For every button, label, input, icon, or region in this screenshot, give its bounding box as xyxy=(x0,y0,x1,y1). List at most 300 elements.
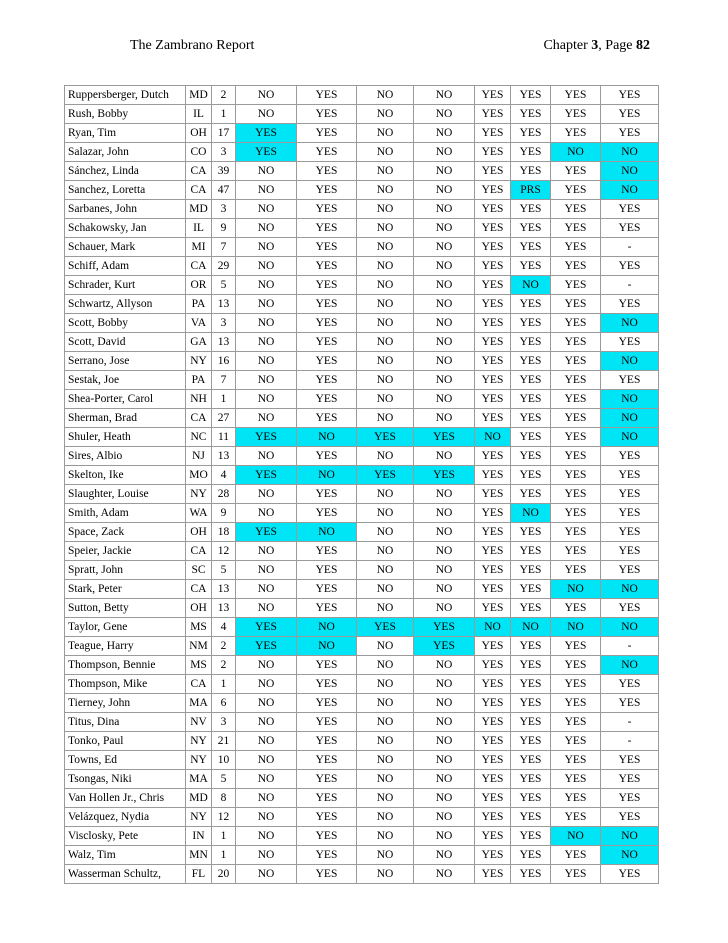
vote-cell: NO xyxy=(551,618,601,637)
vote-cell: YES xyxy=(475,542,511,561)
table-row xyxy=(65,808,659,827)
vote-cell: NO xyxy=(551,580,601,599)
vote-cell: YES xyxy=(551,675,601,694)
vote-cell: NO xyxy=(414,257,475,276)
representative-name: Sánchez, Linda xyxy=(65,162,186,181)
vote-cell: YES xyxy=(551,637,601,656)
vote-cell: YES xyxy=(475,637,511,656)
vote-cell: NO xyxy=(601,181,659,200)
vote-cell: YES xyxy=(511,580,551,599)
vote-cell: YES xyxy=(511,675,551,694)
vote-cell: YES xyxy=(601,86,659,105)
vote-cell: YES xyxy=(475,124,511,143)
vote-cell: YES xyxy=(297,181,357,200)
district-number: 4 xyxy=(212,466,236,485)
vote-cell: YES xyxy=(297,504,357,523)
state-code: GA xyxy=(186,333,212,352)
vote-cell: NO xyxy=(414,409,475,428)
vote-cell: YES xyxy=(601,333,659,352)
district-number: 29 xyxy=(212,257,236,276)
table-row xyxy=(65,447,659,466)
vote-cell: NO xyxy=(551,827,601,846)
vote-cell: YES xyxy=(551,314,601,333)
vote-cell: NO xyxy=(414,238,475,257)
vote-cell: NO xyxy=(357,295,414,314)
vote-cell: YES xyxy=(297,542,357,561)
state-code: NY xyxy=(186,732,212,751)
vote-cell: NO xyxy=(357,561,414,580)
vote-cell: YES xyxy=(601,105,659,124)
table-row xyxy=(65,200,659,219)
vote-cell: NO xyxy=(414,447,475,466)
vote-cell: NO xyxy=(601,827,659,846)
district-number: 13 xyxy=(212,447,236,466)
state-code: CA xyxy=(186,675,212,694)
vote-cell: NO xyxy=(475,618,511,637)
vote-cell: NO xyxy=(414,314,475,333)
vote-cell: YES xyxy=(297,865,357,884)
district-number: 3 xyxy=(212,143,236,162)
vote-cell: YES xyxy=(475,694,511,713)
representative-name: Tierney, John xyxy=(65,694,186,713)
vote-cell: NO xyxy=(236,390,297,409)
vote-cell: YES xyxy=(475,599,511,618)
vote-cell: YES xyxy=(511,865,551,884)
representative-name: Slaughter, Louise xyxy=(65,485,186,504)
representative-name: Taylor, Gene xyxy=(65,618,186,637)
table-row xyxy=(65,295,659,314)
vote-cell: YES xyxy=(551,713,601,732)
vote-cell: NO xyxy=(414,561,475,580)
vote-cell: YES xyxy=(551,865,601,884)
state-code: SC xyxy=(186,561,212,580)
vote-cell: NO xyxy=(357,732,414,751)
vote-cell: YES xyxy=(511,732,551,751)
vote-cell: NO xyxy=(236,162,297,181)
vote-cell: NO xyxy=(357,751,414,770)
vote-cell: YES xyxy=(297,390,357,409)
vote-cell: NO xyxy=(236,732,297,751)
vote-cell: YES xyxy=(414,428,475,447)
vote-cell: YES xyxy=(475,580,511,599)
vote-cell: YES xyxy=(297,352,357,371)
vote-cell: YES xyxy=(475,352,511,371)
vote-cell: - xyxy=(601,732,659,751)
vote-cell: YES xyxy=(236,618,297,637)
vote-cell: NO xyxy=(414,105,475,124)
vote-cell: YES xyxy=(297,124,357,143)
state-code: MD xyxy=(186,789,212,808)
vote-cell: YES xyxy=(297,105,357,124)
vote-cell: NO xyxy=(357,789,414,808)
vote-cell: NO xyxy=(357,200,414,219)
table-row xyxy=(65,162,659,181)
vote-cell: YES xyxy=(601,542,659,561)
representative-name: Visclosky, Pete xyxy=(65,827,186,846)
vote-cell: NO xyxy=(414,523,475,542)
representative-name: Sires, Albio xyxy=(65,447,186,466)
vote-cell: YES xyxy=(511,333,551,352)
table-row xyxy=(65,276,659,295)
vote-cell: YES xyxy=(236,523,297,542)
vote-cell: YES xyxy=(551,808,601,827)
vote-cell: NO xyxy=(297,618,357,637)
vote-cell: YES xyxy=(297,694,357,713)
vote-cell: YES xyxy=(511,105,551,124)
representative-name: Sutton, Betty xyxy=(65,599,186,618)
vote-cell: YES xyxy=(601,523,659,542)
vote-cell: NO xyxy=(236,808,297,827)
state-code: MN xyxy=(186,846,212,865)
vote-cell: YES xyxy=(475,713,511,732)
district-number: 10 xyxy=(212,751,236,770)
vote-cell: NO xyxy=(357,181,414,200)
vote-cell: NO xyxy=(414,162,475,181)
vote-cell: NO xyxy=(297,466,357,485)
vote-cell: NO xyxy=(414,390,475,409)
representative-name: Schrader, Kurt xyxy=(65,276,186,295)
report-title: The Zambrano Report xyxy=(130,38,255,53)
vote-cell: NO xyxy=(236,770,297,789)
vote-cell: YES xyxy=(551,428,601,447)
vote-cell: YES xyxy=(475,732,511,751)
vote-cell: NO xyxy=(357,637,414,656)
vote-cell: YES xyxy=(297,371,357,390)
vote-cell: NO xyxy=(414,770,475,789)
vote-cell: YES xyxy=(236,637,297,656)
vote-cell: - xyxy=(601,276,659,295)
vote-cell: YES xyxy=(511,523,551,542)
district-number: 1 xyxy=(212,846,236,865)
vote-cell: YES xyxy=(297,447,357,466)
vote-cell: NO xyxy=(357,219,414,238)
state-code: NY xyxy=(186,808,212,827)
vote-cell: YES xyxy=(551,371,601,390)
district-number: 13 xyxy=(212,333,236,352)
vote-cell: NO xyxy=(236,257,297,276)
state-code: CA xyxy=(186,257,212,276)
district-number: 1 xyxy=(212,827,236,846)
vote-cell: YES xyxy=(551,257,601,276)
vote-cell: YES xyxy=(297,276,357,295)
vote-cell: NO xyxy=(236,675,297,694)
vote-cell: YES xyxy=(551,561,601,580)
vote-cell: NO xyxy=(357,333,414,352)
representative-name: Teague, Harry xyxy=(65,637,186,656)
representative-name: Sherman, Brad xyxy=(65,409,186,428)
vote-cell: YES xyxy=(511,447,551,466)
vote-cell: YES xyxy=(601,599,659,618)
vote-cell: YES xyxy=(511,162,551,181)
vote-cell: YES xyxy=(551,295,601,314)
vote-cell: NO xyxy=(414,485,475,504)
chapter-number: 3 xyxy=(591,38,599,53)
state-code: VA xyxy=(186,314,212,333)
vote-cell: YES xyxy=(414,466,475,485)
representative-name: Scott, David xyxy=(65,333,186,352)
vote-cell: YES xyxy=(511,409,551,428)
vote-cell: NO xyxy=(357,447,414,466)
vote-cell: NO xyxy=(357,846,414,865)
vote-cell: YES xyxy=(601,808,659,827)
vote-cell: YES xyxy=(551,86,601,105)
vote-cell: YES xyxy=(475,808,511,827)
vote-cell: NO xyxy=(236,504,297,523)
votes-table-body xyxy=(65,86,659,884)
vote-cell: NO xyxy=(236,694,297,713)
vote-cell: YES xyxy=(236,124,297,143)
vote-cell: NO xyxy=(357,542,414,561)
vote-cell: YES xyxy=(601,124,659,143)
vote-cell: YES xyxy=(475,105,511,124)
vote-cell: YES xyxy=(357,428,414,447)
representative-name: Spratt, John xyxy=(65,561,186,580)
district-number: 5 xyxy=(212,561,236,580)
district-number: 9 xyxy=(212,504,236,523)
vote-cell: YES xyxy=(601,257,659,276)
representative-name: Space, Zack xyxy=(65,523,186,542)
vote-cell: YES xyxy=(297,561,357,580)
state-code: NY xyxy=(186,485,212,504)
state-code: NH xyxy=(186,390,212,409)
vote-cell: NO xyxy=(601,162,659,181)
vote-cell: NO xyxy=(414,827,475,846)
vote-cell: NO xyxy=(357,865,414,884)
table-row xyxy=(65,333,659,352)
vote-cell: YES xyxy=(601,371,659,390)
vote-cell: NO xyxy=(236,865,297,884)
vote-cell: YES xyxy=(475,770,511,789)
vote-cell: YES xyxy=(511,371,551,390)
vote-cell: YES xyxy=(414,637,475,656)
vote-cell: YES xyxy=(551,390,601,409)
vote-cell: YES xyxy=(511,561,551,580)
vote-cell: NO xyxy=(236,656,297,675)
table-row xyxy=(65,105,659,124)
table-row xyxy=(65,846,659,865)
vote-cell: NO xyxy=(236,105,297,124)
table-row xyxy=(65,124,659,143)
vote-cell: YES xyxy=(475,276,511,295)
vote-cell: NO xyxy=(357,352,414,371)
state-code: MA xyxy=(186,770,212,789)
vote-cell: YES xyxy=(511,827,551,846)
vote-cell: YES xyxy=(475,390,511,409)
vote-cell: NO xyxy=(357,523,414,542)
vote-cell: NO xyxy=(414,124,475,143)
district-number: 5 xyxy=(212,276,236,295)
table-row xyxy=(65,751,659,770)
state-code: OR xyxy=(186,276,212,295)
vote-cell: YES xyxy=(475,827,511,846)
representative-name: Skelton, Ike xyxy=(65,466,186,485)
vote-cell: YES xyxy=(601,295,659,314)
table-row xyxy=(65,770,659,789)
table-row xyxy=(65,523,659,542)
vote-cell: NO xyxy=(236,276,297,295)
vote-cell: NO xyxy=(414,504,475,523)
vote-cell: YES xyxy=(297,143,357,162)
representative-name: Schiff, Adam xyxy=(65,257,186,276)
vote-cell: NO xyxy=(236,86,297,105)
vote-cell: YES xyxy=(475,675,511,694)
vote-cell: YES xyxy=(551,485,601,504)
vote-cell: NO xyxy=(357,504,414,523)
vote-cell: NO xyxy=(414,276,475,295)
vote-cell: NO xyxy=(297,637,357,656)
vote-cell: NO xyxy=(236,713,297,732)
representative-name: Schwartz, Allyson xyxy=(65,295,186,314)
vote-cell: - xyxy=(601,637,659,656)
vote-cell: NO xyxy=(414,352,475,371)
vote-cell: NO xyxy=(236,447,297,466)
vote-cell: YES xyxy=(511,713,551,732)
vote-cell: YES xyxy=(297,656,357,675)
table-row xyxy=(65,143,659,162)
vote-cell: YES xyxy=(475,143,511,162)
vote-cell: NO xyxy=(236,846,297,865)
vote-cell: YES xyxy=(297,295,357,314)
vote-cell: YES xyxy=(551,656,601,675)
page-label: , Page xyxy=(598,38,633,53)
table-row xyxy=(65,219,659,238)
vote-cell: YES xyxy=(297,599,357,618)
vote-cell: YES xyxy=(475,86,511,105)
vote-cell: YES xyxy=(475,485,511,504)
vote-cell: YES xyxy=(601,447,659,466)
table-row xyxy=(65,827,659,846)
vote-cell: YES xyxy=(551,105,601,124)
vote-cell: NO xyxy=(414,200,475,219)
table-row xyxy=(65,409,659,428)
vote-cell: YES xyxy=(551,542,601,561)
representative-name: Smith, Adam xyxy=(65,504,186,523)
vote-cell: YES xyxy=(601,219,659,238)
vote-cell: YES xyxy=(511,751,551,770)
representative-name: Shea-Porter, Carol xyxy=(65,390,186,409)
vote-cell: NO xyxy=(357,827,414,846)
vote-cell: YES xyxy=(475,656,511,675)
representative-name: Tonko, Paul xyxy=(65,732,186,751)
vote-cell: YES xyxy=(511,390,551,409)
vote-cell: YES xyxy=(601,865,659,884)
vote-cell: YES xyxy=(357,618,414,637)
vote-cell: NO xyxy=(236,561,297,580)
vote-cell: YES xyxy=(551,504,601,523)
vote-cell: NO xyxy=(357,390,414,409)
vote-cell: YES xyxy=(475,789,511,808)
vote-cell: YES xyxy=(297,219,357,238)
vote-cell: NO xyxy=(236,219,297,238)
vote-cell: YES xyxy=(511,808,551,827)
state-code: CA xyxy=(186,409,212,428)
table-row xyxy=(65,428,659,447)
vote-cell: NO xyxy=(414,580,475,599)
state-code: IL xyxy=(186,219,212,238)
district-number: 3 xyxy=(212,713,236,732)
vote-cell: NO xyxy=(357,162,414,181)
vote-cell: YES xyxy=(511,542,551,561)
page-header xyxy=(0,38,728,58)
vote-cell: YES xyxy=(297,162,357,181)
vote-cell: NO xyxy=(297,523,357,542)
table-row xyxy=(65,713,659,732)
district-number: 1 xyxy=(212,390,236,409)
vote-cell: YES xyxy=(297,827,357,846)
vote-cell: NO xyxy=(236,751,297,770)
district-number: 7 xyxy=(212,238,236,257)
state-code: CA xyxy=(186,181,212,200)
page-number: 82 xyxy=(636,38,650,53)
representative-name: Rush, Bobby xyxy=(65,105,186,124)
vote-cell: YES xyxy=(475,466,511,485)
representative-name: Thompson, Mike xyxy=(65,675,186,694)
vote-cell: NO xyxy=(414,751,475,770)
vote-cell: YES xyxy=(475,181,511,200)
vote-cell: YES xyxy=(511,599,551,618)
vote-cell: YES xyxy=(511,466,551,485)
table-row xyxy=(65,485,659,504)
vote-cell: NO xyxy=(414,732,475,751)
vote-cell: NO xyxy=(357,808,414,827)
vote-cell: NO xyxy=(357,86,414,105)
representative-name: Shuler, Heath xyxy=(65,428,186,447)
vote-cell: YES xyxy=(297,238,357,257)
vote-cell: YES xyxy=(511,238,551,257)
vote-cell: NO xyxy=(357,276,414,295)
representative-name: Wasserman Schultz, xyxy=(65,865,186,884)
vote-cell: NO xyxy=(414,219,475,238)
state-code: NC xyxy=(186,428,212,447)
vote-cell: NO xyxy=(357,656,414,675)
table-row xyxy=(65,390,659,409)
vote-cell: - xyxy=(601,713,659,732)
vote-cell: NO xyxy=(357,371,414,390)
vote-cell: NO xyxy=(357,238,414,257)
district-number: 6 xyxy=(212,694,236,713)
district-number: 39 xyxy=(212,162,236,181)
vote-cell: YES xyxy=(297,751,357,770)
vote-cell: YES xyxy=(297,713,357,732)
vote-cell: YES xyxy=(297,846,357,865)
vote-cell: YES xyxy=(475,257,511,276)
vote-cell: NO xyxy=(414,846,475,865)
state-code: OH xyxy=(186,599,212,618)
vote-cell: NO xyxy=(236,371,297,390)
representative-name: Sarbanes, John xyxy=(65,200,186,219)
vote-cell: NO xyxy=(414,181,475,200)
vote-cell: NO xyxy=(236,314,297,333)
vote-cell: YES xyxy=(511,143,551,162)
vote-cell: NO xyxy=(601,390,659,409)
vote-cell: NO xyxy=(236,295,297,314)
vote-cell: YES xyxy=(297,485,357,504)
vote-cell: NO xyxy=(357,599,414,618)
vote-cell: YES xyxy=(511,428,551,447)
vote-cell: YES xyxy=(475,238,511,257)
state-code: WA xyxy=(186,504,212,523)
vote-cell: YES xyxy=(511,485,551,504)
vote-cell: NO xyxy=(357,105,414,124)
representative-name: Titus, Dina xyxy=(65,713,186,732)
vote-cell: YES xyxy=(475,846,511,865)
vote-cell: YES xyxy=(511,314,551,333)
district-number: 27 xyxy=(212,409,236,428)
vote-cell: YES xyxy=(511,694,551,713)
state-code: PA xyxy=(186,371,212,390)
district-number: 4 xyxy=(212,618,236,637)
table-row xyxy=(65,371,659,390)
